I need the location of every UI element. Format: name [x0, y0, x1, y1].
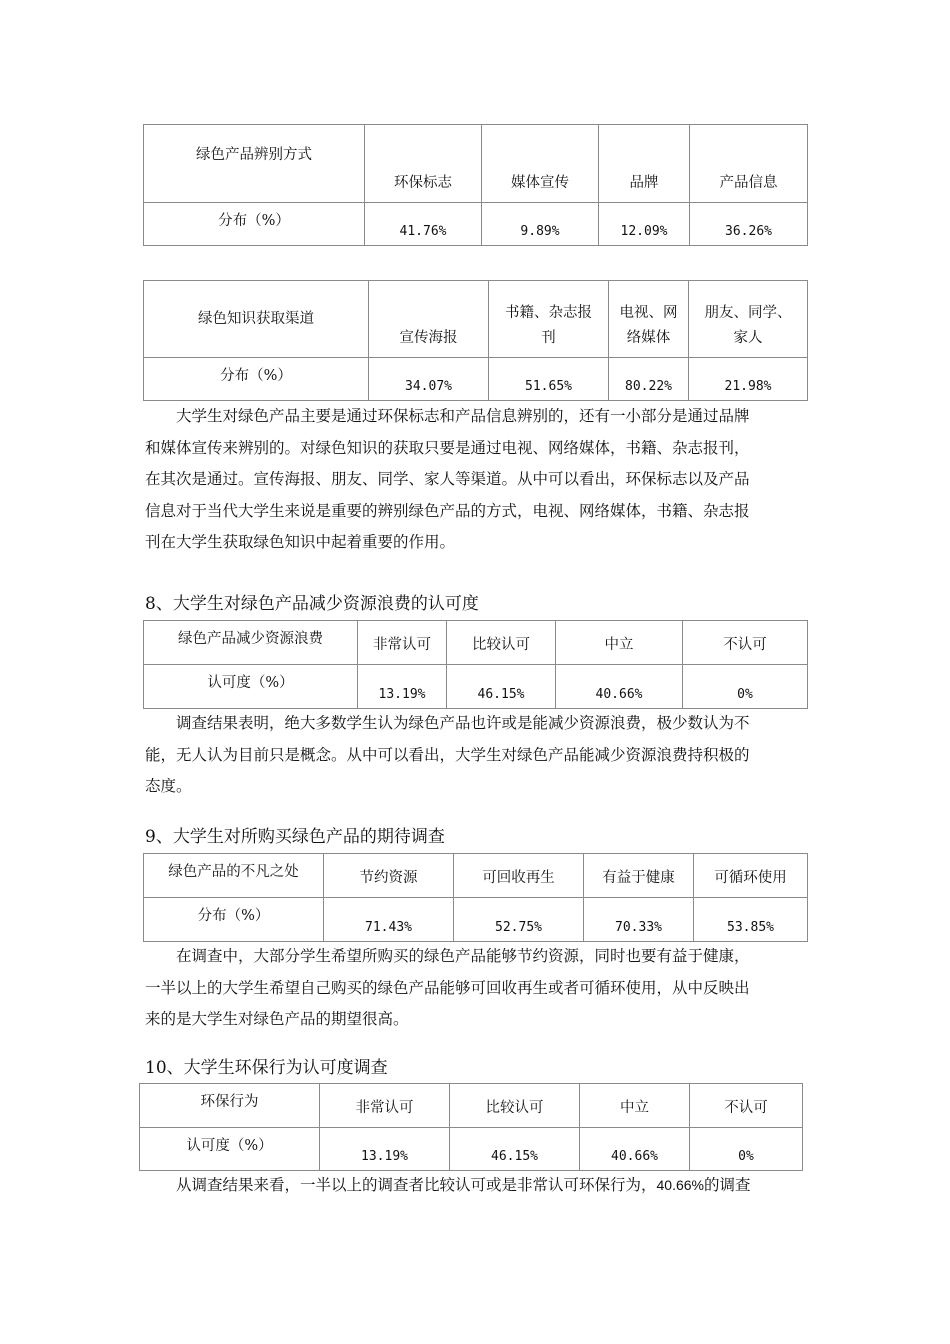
table-cell: 9.89% [482, 203, 599, 246]
paragraph-text: 从调查结果来看，一半以上的调查者比较认可或是非常认可环保行为， [176, 1176, 657, 1194]
table-header-label: 绿色知识获取渠道 [144, 281, 369, 358]
row-label: 认可度（%） [140, 1128, 320, 1171]
table-cell: 0% [690, 1128, 803, 1171]
table-cell: 13.19% [320, 1128, 450, 1171]
row-label: 分布（%） [144, 898, 324, 942]
paragraph-summary-3 [145, 941, 810, 1036]
column-header-line: 刊 [541, 330, 556, 346]
table-header-label: 环保行为 [140, 1084, 320, 1128]
column-header: 可回收再生 [454, 854, 584, 898]
paragraph-line: 能，无人认为目前只是概念。从中可以看出，大学生对绿色产品能减少资源浪费持积极的 [145, 745, 750, 764]
paragraph-line: 在调查中，大部分学生希望所购买的绿色产品能够节约资源，同时也要有益于健康， [176, 947, 750, 965]
column-header: 媒体宣传 [482, 125, 599, 203]
paragraph-line [145, 1170, 810, 1202]
table-cell: 13.19% [358, 665, 447, 709]
table-cell: 36.26% [690, 203, 808, 246]
paragraph-line: 调查结果表明，绝大多数学生认为绿色产品也许或是能减少资源浪费，极少数认为不 [176, 714, 750, 732]
column-header: 中立 [580, 1084, 690, 1128]
column-header: 宣传海报 [369, 281, 489, 358]
paragraph-line: 来的是大学生对绿色产品的期望很高。 [145, 1010, 409, 1028]
column-header [689, 281, 808, 358]
column-header: 中立 [556, 621, 683, 665]
table-cell: 71.43% [324, 898, 454, 942]
column-header: 比较认可 [450, 1084, 580, 1128]
column-header: 不认可 [683, 621, 808, 665]
table-cell: 52.75% [454, 898, 584, 942]
table-header-label: 绿色产品辨别方式 [144, 125, 365, 203]
table-cell: 41.76% [365, 203, 482, 246]
paragraph-line: 大学生对绿色产品主要是通过环保标志和产品信息辨别的，还有一小部分是通过品牌 [176, 407, 750, 425]
column-header [489, 281, 609, 358]
table-cell: 46.15% [450, 1128, 580, 1171]
column-header: 非常认可 [358, 621, 447, 665]
column-header: 品牌 [599, 125, 690, 203]
column-header [609, 281, 689, 358]
column-header: 节约资源 [324, 854, 454, 898]
paragraph-line: 在其次是通过。宣传海报、朋友、同学、家人等渠道。从中可以看出，环保标志以及产品 [145, 470, 750, 488]
column-header-line: 络媒体 [626, 330, 671, 346]
column-header: 比较认可 [447, 621, 556, 665]
table-header-label: 绿色产品的不凡之处 [144, 854, 324, 898]
column-header-line: 朋友、同学、 [704, 305, 792, 321]
row-label: 分布（%） [144, 203, 365, 246]
column-header: 有益于健康 [584, 854, 694, 898]
paragraph-line: 态度。 [145, 777, 192, 795]
column-header-line: 家人 [733, 330, 763, 346]
paragraph-text: 的调查 [704, 1176, 751, 1194]
table-identification-methods [143, 124, 808, 246]
table-cell: 70.33% [584, 898, 694, 942]
table-cell: 21.98% [689, 358, 808, 401]
column-header: 非常认可 [320, 1084, 450, 1128]
table-cell: 40.66% [556, 665, 683, 709]
section-heading-9: 9、大学生对所购买绿色产品的期待调查 [145, 827, 445, 847]
paragraph-summary-4 [145, 1170, 810, 1202]
row-label: 分布（%） [144, 358, 369, 401]
column-header: 不认可 [690, 1084, 803, 1128]
table-cell: 0% [683, 665, 808, 709]
column-header: 产品信息 [690, 125, 808, 203]
row-label: 认可度（%） [144, 665, 358, 709]
paragraph-summary-1 [145, 401, 810, 559]
section-heading-10: 10、大学生环保行为认可度调查 [145, 1058, 388, 1078]
paragraph-line: 信息对于当代大学生来说是重要的辨别绿色产品的方式，电视、网络媒体，书籍、杂志报 [145, 501, 750, 520]
table-resource-saving-approval [143, 620, 808, 709]
paragraph-line: 一半以上的大学生希望自己购买的绿色产品能够可回收再生或者可循环使用，从中反映出 [145, 978, 750, 997]
column-header: 可循环使用 [694, 854, 808, 898]
table-cell: 46.15% [447, 665, 556, 709]
table-cell: 34.07% [369, 358, 489, 401]
table-cell: 12.09% [599, 203, 690, 246]
table-header-label: 绿色产品减少资源浪费 [144, 621, 358, 665]
column-header-line: 电视、网 [619, 305, 678, 321]
table-environmental-behavior-approval [139, 1083, 803, 1171]
table-cell: 40.66% [580, 1128, 690, 1171]
table-cell: 51.65% [489, 358, 609, 401]
percentage-value: 40.66% [656, 1177, 704, 1193]
column-header: 环保标志 [365, 125, 482, 203]
table-cell: 80.22% [609, 358, 689, 401]
table-knowledge-channels [143, 280, 808, 401]
table-expected-features [143, 853, 808, 942]
column-header-line: 书籍、杂志报 [505, 305, 592, 321]
paragraph-line: 和媒体宣传来辨别的。对绿色知识的获取只要是通过电视、网络媒体，书籍、杂志报刊， [145, 438, 750, 457]
table-cell: 53.85% [694, 898, 808, 942]
paragraph-line: 刊在大学生获取绿色知识中起着重要的作用。 [145, 533, 456, 551]
section-heading-8: 8、大学生对绿色产品减少资源浪费的认可度 [145, 594, 479, 614]
paragraph-summary-2 [145, 708, 810, 803]
